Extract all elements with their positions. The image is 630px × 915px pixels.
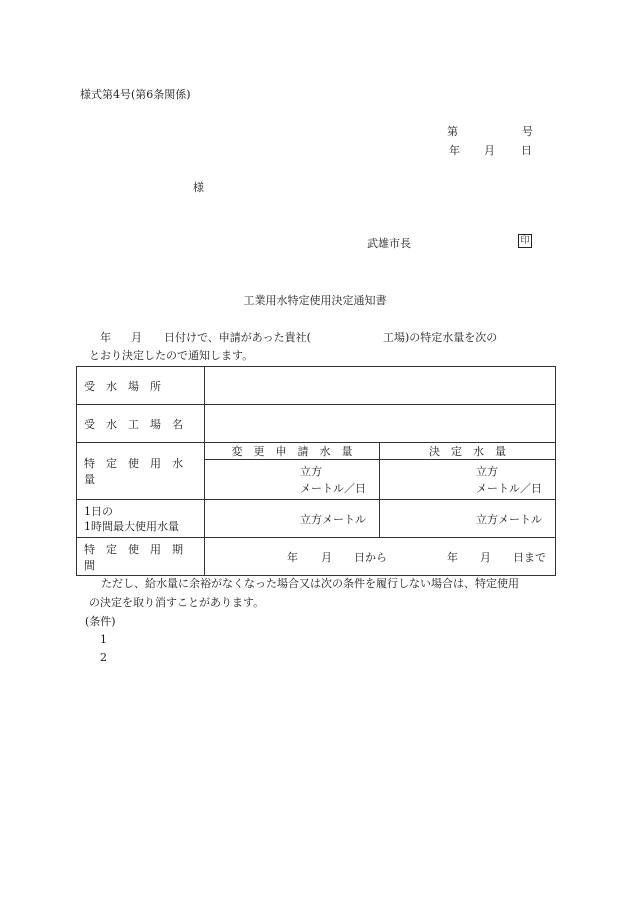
issuer-name: 武雄市長 <box>367 237 411 250</box>
period-to-year: 年 <box>447 550 458 564</box>
addressee-honorific: 様 <box>193 181 204 194</box>
note-line-2: の決定を取り消すことがあります。 <box>89 596 265 609</box>
document-title: 工業用水特定使用決定通知書 <box>243 294 387 307</box>
unit-cubic: 立方 <box>476 464 498 478</box>
body-factory: 工場)の特定水量を次の <box>382 331 498 344</box>
condition-item-2: 2 <box>100 651 107 664</box>
decided-header: 決 定 水 量 <box>380 443 556 460</box>
period-from-day: 日から <box>354 550 387 564</box>
receiving-factory-label: 受 水 工 場 名 <box>77 405 205 443</box>
body-year: 年 <box>100 331 111 344</box>
period-to-day: 日まで <box>513 550 546 564</box>
hourly-max-label-line2: 1時間最大使用水量 <box>84 519 179 533</box>
decided-hourly-cell: 立方メートル <box>380 500 556 538</box>
decision-table <box>76 366 556 576</box>
table-row-receiving-place <box>77 367 556 405</box>
unit-per-day: メートル／日 <box>476 481 542 495</box>
period-value-cell <box>205 538 556 576</box>
decided-usage-cell <box>380 460 556 500</box>
usage-label: 特 定 使 用 水 量 <box>77 443 205 500</box>
receiving-place-label: 受 水 場 所 <box>77 367 205 405</box>
body-line-2: とおり決定したので通知します。 <box>89 349 254 362</box>
body-date-phrase: 日付けで、申請があった貴社( <box>164 331 311 344</box>
change-request-hourly-cell: 立方メートル <box>205 500 380 538</box>
receiving-factory-value <box>205 405 556 443</box>
period-to-month: 月 <box>480 550 491 564</box>
hourly-max-label-line1: 1日の <box>84 504 113 518</box>
table-row-receiving-factory <box>77 405 556 443</box>
body-line-1 <box>100 329 497 345</box>
table-row-hourly-max <box>77 500 556 538</box>
seal-mark: 印 <box>518 234 532 248</box>
conditions-header: (条件) <box>85 615 116 628</box>
date-year-label: 年 <box>449 144 460 157</box>
receiving-place-value <box>205 367 556 405</box>
unit-cubic: 立方 <box>300 464 322 478</box>
change-request-usage-cell <box>205 460 380 500</box>
period-from-month: 月 <box>321 550 332 564</box>
note-line-1: ただし、給水量に余裕がなくなった場合又は次の条件を履行しない場合は、特定使用 <box>101 577 519 590</box>
condition-item-1: 1 <box>100 633 107 646</box>
period-label: 特 定 使 用 期 間 <box>77 538 205 576</box>
body-month: 月 <box>131 331 142 344</box>
form-number: 様式第4号(第6条関係) <box>80 88 191 101</box>
period-fields <box>205 549 555 565</box>
unit-per-day: メートル／日 <box>300 481 366 495</box>
hourly-max-label <box>77 500 205 538</box>
change-request-header: 変 更 申 請 水 量 <box>205 443 380 460</box>
table-row-subheader <box>77 443 556 460</box>
table-row-period <box>77 538 556 576</box>
document-number-suffix: 号 <box>522 125 533 138</box>
date-day-label: 日 <box>521 144 532 157</box>
date-month-label: 月 <box>484 144 495 157</box>
document-number-prefix: 第 <box>447 125 458 138</box>
period-from-year: 年 <box>287 550 298 564</box>
